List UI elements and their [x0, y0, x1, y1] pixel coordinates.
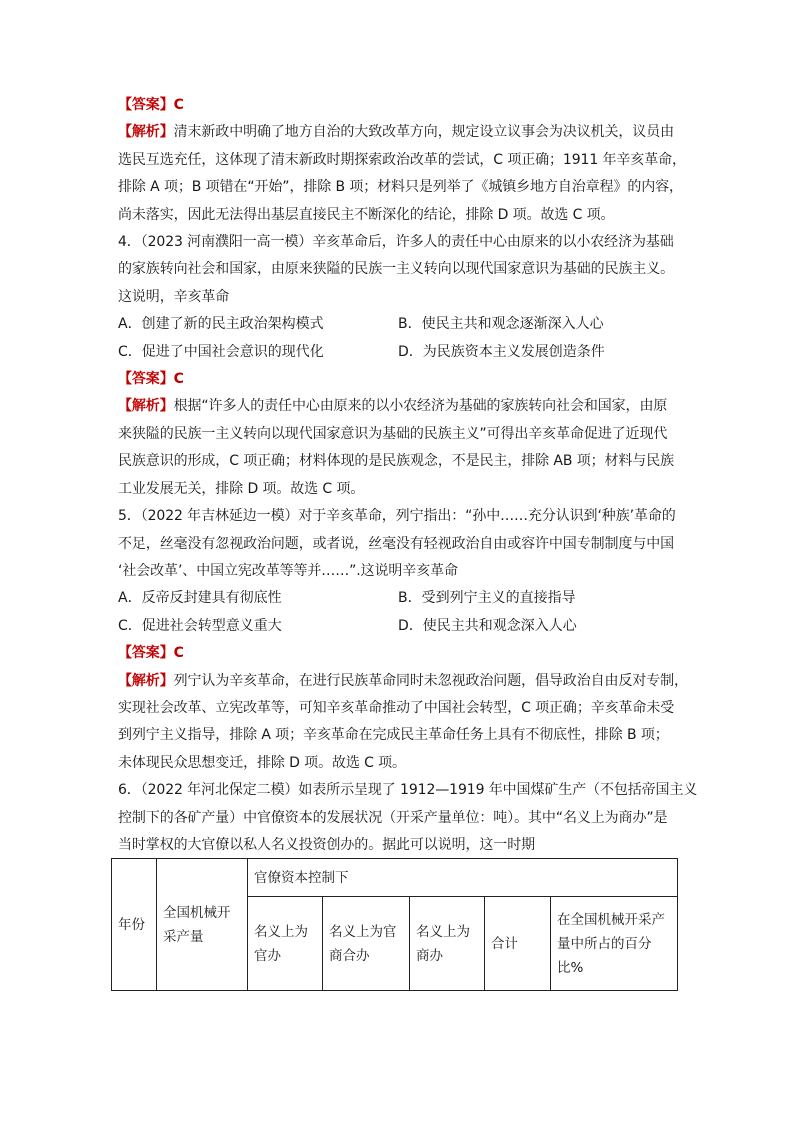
q4-analysis-line: 工业发展无关，排除 D 项。故选 C 项。 — [118, 480, 365, 497]
q4-stem-line: 4．（2023 河南濮阳一高一模）辛亥革命后，许多人的责任中心由原来的以小农经济为基础 — [118, 234, 674, 251]
q4-answer — [118, 366, 680, 393]
analysis-text: 根据“许多人的责任中心由原来的以小农经济为基础的家族转向社会和国家，由原 — [173, 398, 668, 415]
q5-options-row — [118, 585, 680, 612]
q5-analysis-line: 未体现民众思想变迁，排除 D 项。故选 C 项。 — [118, 754, 406, 771]
answer-tag: 【答案】 — [118, 371, 174, 388]
q5-option-b: B．受到列宁主义的直接指导 — [398, 590, 576, 607]
q6-stem-line: 当时掌权的大官僚以私人名义投资创办的。据此可以说明，这一时期 — [118, 836, 535, 853]
q5-analysis-line — [118, 668, 688, 695]
q3-analysis-line: 尚未落实，因此无法得出基层直接民主不断深化的结论，排除 D 项。故选 C 项。 — [118, 206, 615, 223]
answer-value: C — [173, 97, 184, 113]
q6-stem-line: 6．（2022 年河北保定二模）如表所示呈现了 1912—1919 年中国煤矿生产（不包括帝国主义 — [118, 782, 698, 799]
q5-option-a: A．反帝反封建具有彻底性 — [118, 590, 282, 607]
analysis-tag: 【解析】 — [118, 398, 174, 415]
header-percentage: 在全国机械开采产量中所占的百分比% — [551, 897, 678, 991]
header-nominal-official: 名义上为官办 — [248, 897, 323, 991]
header-bureaucratic-capital: 官僚资本控制下 — [248, 859, 678, 897]
header-total-output: 全国机械开采产量 — [157, 859, 248, 991]
q5-options-row — [118, 613, 680, 640]
q3-answer — [118, 92, 680, 119]
answer-tag: 【答案】 — [118, 645, 174, 662]
q4-analysis-line: 来狭隘的民族一主义转向以现代国家意识为基础的民族主义”可得出辛亥革命促进了近现代 — [118, 425, 668, 442]
q5-stem-line: ‘社会改革’、中国立宪改革等等并……”.这说明辛亥革命 — [118, 562, 458, 579]
q4-options-row — [118, 339, 680, 366]
q5-option-c: C．促进社会转型意义重大 — [118, 617, 282, 634]
q4-analysis-line: 民族意识的形成，C 项正确；材料体现的是民族观念，不是民主，排除 AB 项；材料与民族 — [118, 453, 675, 470]
q4-option-d: D．为民族资本主义发展创造条件 — [398, 343, 605, 360]
header-sum: 合计 — [485, 897, 551, 991]
analysis-tag: 【解析】 — [118, 124, 174, 141]
q5-analysis-line: 到列宁主义指导，排除 A 项；辛亥革命在完成民主革命任务上具有不彻底性，排除 B 项； — [118, 727, 669, 744]
q4-stem-line: 的家族转向社会和国家，由原来狭隘的民族一主义转向以现代国家意识为基础的民族主义。 — [118, 261, 674, 278]
answer-value: C — [173, 371, 184, 388]
answer-value: C — [173, 645, 184, 662]
q5-option-d: D．使民主共和观念深入人心 — [398, 617, 577, 634]
q3-analysis-line: 选民互选充任，这体现了清末新政时期探索政治改革的尝试，C 项正确；1911 年辛亥革命， — [118, 151, 686, 168]
q4-analysis-line — [118, 393, 680, 420]
q5-stem-line: 不足，丝毫没有忽视政治问题，或者说，丝毫没有轻视政治自由或容许中国专制制度与中国 — [118, 535, 674, 552]
q4-options-row — [118, 311, 680, 338]
header-nominal-joint: 名义上为官商合办 — [323, 897, 410, 991]
q6-stem-line: 控制下的各矿产量）中官僚资本的发展状况（开采产量单位：吨）。其中“名义上为商办”是 — [118, 809, 668, 826]
header-year: 年份 — [112, 859, 157, 991]
q3-analysis-line — [118, 119, 680, 146]
q3-analysis-line: 排除 A 项；B 项错在“开始”，排除 B 项；材料只是列举了《城镇乡地方自治章程》的内容， — [118, 179, 683, 196]
header-nominal-merchant: 名义上为商办 — [410, 897, 485, 991]
q5-answer — [118, 640, 680, 667]
q4-option-a: A．创建了新的民主政治架构模式 — [118, 316, 324, 333]
analysis-tag: 【解析】 — [118, 672, 174, 689]
q5-analysis-line: 实现社会改革、立宪改革等，可知辛亥革命推动了中国社会转型，C 项正确；辛亥革命未受 — [118, 699, 675, 716]
answer-tag: 【答案】 — [118, 97, 174, 113]
coal-production-table — [111, 858, 678, 991]
document-body — [118, 92, 698, 859]
q4-option-c: C．促进了中国社会意识的现代化 — [118, 343, 324, 360]
analysis-text: 列宁认为辛亥革命，在进行民族革命同时未忽视政治问题，倡导政治自由反对专制， — [173, 672, 688, 689]
q5-stem-line: 5．（2022 年吉林延边一模）对于辛亥革命，列宁指出：“孙中……充分认识到‘种族’革命的 — [118, 508, 676, 525]
q4-option-b: B．使民主共和观念逐渐深入人心 — [398, 316, 604, 333]
q4-stem-line: 这说明，辛亥革命 — [118, 288, 230, 305]
analysis-text: 清末新政中明确了地方自治的大致改革方向，规定设立议事会为决议机关，议员由 — [173, 124, 675, 141]
